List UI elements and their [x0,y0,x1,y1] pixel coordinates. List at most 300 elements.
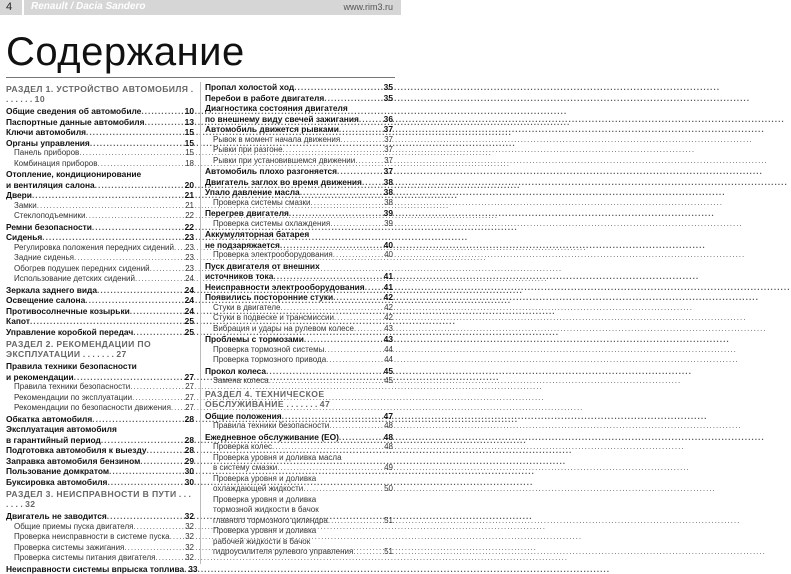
toc-entry-text: Появились посторонние стуки [205,292,333,303]
toc-section-text: РАЗДЕЛ 3. НЕИСПРАВНОСТИ В ПУТИ [6,489,177,499]
toc-entry-text: Замена колеса [213,376,269,387]
toc-entry-text: Проверка электрооборудования [213,250,333,261]
toc-leader [333,250,384,261]
toc-entry[interactable] [6,372,194,383]
toc-entry[interactable] [205,93,393,104]
toc-entry-text: Проверка системы зажигания [14,543,124,554]
toc-page-number: 37 [384,145,393,156]
toc-leader [289,208,384,219]
toc-subentry[interactable] [205,355,393,366]
toc-leader: . . . . . . . [284,399,320,409]
toc-page-number: 23 [185,232,194,243]
toc-page-number: 21 [185,190,194,201]
toc-subentry[interactable] [6,264,194,275]
toc-leader [339,124,384,135]
toc-leader [85,295,184,306]
toc-subentry[interactable] [205,376,393,387]
toc-leader [95,180,185,191]
toc-entry-text: по внешнему виду свечей зажигания [205,114,359,125]
toc-page-number: 43 [384,324,393,335]
toc-section-heading [205,389,393,409]
toc-subentry[interactable] [205,145,393,156]
toc-entry[interactable] [205,114,393,125]
toc-entry[interactable] [6,232,194,243]
toc-entry-text: Зеркала заднего вида [6,285,97,296]
toc-entry-text: Буксировка автомобиля [6,477,107,488]
toc-entry-text: Ремни безопасности [6,222,92,233]
toc-entry[interactable] [6,295,194,306]
toc-column-left [6,82,194,574]
toc-leader [266,366,384,377]
toc-section-text: РАЗДЕЛ 1. УСТРОЙСТВО АВТОМОБИЛЯ [6,84,188,94]
toc-section-heading [6,489,194,509]
toc-entry-text: главного тормозного цилиндра [213,516,328,527]
toc-subentry[interactable] [6,253,194,264]
toc-leader [101,435,185,446]
toc-leader [353,547,384,558]
toc-page-number: 42 [384,292,393,303]
toc-entry[interactable] [6,117,194,128]
toc-entry[interactable] [205,208,393,219]
toc-entry-text: Проверка тормозной системы [213,345,324,356]
toc-page-number: 21 [185,201,194,212]
toc-entry-text: Проверка уровня и доливка [213,495,316,504]
toc-entry-text: Стеклоподъемники [14,211,86,222]
toc-entry-text: Пропал холостой ход [205,82,294,93]
toc-entry-text: Проверка тормозного привода [213,355,326,366]
toc-entry[interactable] [205,229,393,240]
toc-section-text: РАЗДЕЛ 4. ТЕХНИЧЕСКОЕ ОБСЛУЖИВАНИЕ [205,389,325,409]
toc-subentry[interactable] [6,522,194,533]
toc-entry-text: Ключи автомобиля [6,127,86,138]
toc-leader [280,240,384,251]
toc-subentry[interactable] [6,243,194,254]
toc-leader: . . . . . . . [6,84,193,104]
toc-page-number: 25 [185,327,194,338]
toc-entry-text: и вентиляция салона [6,180,95,191]
toc-subentry[interactable] [6,201,194,212]
toc-leader [42,232,184,243]
toc-entry[interactable] [6,414,194,425]
toc-page-number: 38 [384,187,393,198]
toc-entry[interactable] [6,106,194,117]
toc-page-number: 24 [185,295,194,306]
toc-entry-text: Общие сведения об автомобиле [6,106,141,117]
toc-page-number: 48 [384,432,393,443]
book-title: Renault / Dacia Sandero [31,1,145,12]
toc-entry[interactable] [205,292,393,303]
toc-entry[interactable] [205,166,393,177]
toc-entry-text: Рывки при установившемся движении [213,156,355,167]
toc-subentry[interactable] [205,313,393,324]
toc-page-number: 30 [185,477,194,488]
title-rule [6,77,395,78]
toc-subentry[interactable] [205,156,393,167]
toc-leader [330,219,384,230]
toc-leader [124,543,185,554]
toc-leader [324,93,383,104]
toc-subentry[interactable] [205,135,393,146]
toc-entry-text: Обкатка автомобиля [6,414,92,425]
toc-page-number: 28 [185,445,194,456]
toc-subentry[interactable] [205,516,393,527]
toc-leader [359,114,384,125]
toc-page-number: 23 [185,264,194,275]
toc-entry[interactable] [6,127,194,138]
toc-entry[interactable] [205,432,393,443]
toc-page-number: 40 [384,250,393,261]
toc-page-number: 36 [384,114,393,125]
toc-entry[interactable] [6,466,194,477]
toc-entry-text: тормозной жидкости в бачок [213,505,319,514]
toc-leader [86,127,185,138]
toc-entry-text: Правила техники безопасности [213,421,329,432]
toc-page-number: 23 [185,253,194,264]
toc-page-number: 23 [185,243,194,254]
toc-leader [133,327,184,338]
toc-entry-text: Пуск двигателя от внешних [205,261,320,271]
toc-section-heading [6,84,194,104]
toc-page-number: 32 [185,532,194,543]
toc-leader [280,303,384,314]
toc-page-number: 38 [384,198,393,209]
toc-leader: . . . . . . . [6,489,191,509]
toc-entry[interactable] [205,240,393,251]
toc-page-number: 24 [185,306,194,317]
toc-entry-text: Отопление, кондиционирование [6,169,141,179]
toc-leader [74,253,185,264]
toc-subentry[interactable] [6,148,194,159]
toc-entry[interactable] [6,361,194,372]
toc-leader [37,201,185,212]
toc-page-number: 39 [384,208,393,219]
toc-subentry[interactable] [6,274,194,285]
toc-entry-text: Общие приемы пуска двигателя [14,522,133,533]
toc-leader [107,477,184,488]
toc-entry-text: Органы управления [6,138,90,149]
toc-leader [269,376,384,387]
toc-subentry[interactable] [205,198,393,209]
toc-page-number: 44 [384,345,393,356]
toc-entry-text: Панель приборов [14,148,79,159]
toc-entry-text: Стуки в подвеске и трансмиссии [213,313,334,324]
toc-page-number: 41 [384,271,393,282]
header-separator [22,0,24,15]
toc-leader [170,532,185,543]
toc-entry[interactable] [205,103,393,114]
toc-page-number: 51 [384,516,393,527]
toc-entry-text: Перебои в работе двигателя [205,93,324,104]
toc-leader [107,511,185,522]
toc-subentry[interactable] [205,474,393,485]
toc-page-number: 42 [384,303,393,314]
toc-entry-text: Аккумуляторная батарея [205,229,309,239]
toc-leader [132,393,185,404]
toc-subentry[interactable] [205,303,393,314]
toc-leader [283,145,385,156]
toc-entry-text: в систему смазки [213,463,277,474]
toc-subentry[interactable] [6,543,194,554]
toc-page-number: 44 [384,355,393,366]
toc-entry[interactable] [6,424,194,435]
toc-entry-text: источников тока [205,271,273,282]
toc-leader [32,190,185,201]
toc-section-heading [6,339,194,359]
toc-page-number: 40 [384,240,393,251]
toc-page-number: 15 [185,148,194,159]
toc-entry[interactable] [6,138,194,149]
toc-subentry[interactable] [6,403,194,414]
toc-page-number: 27 [185,403,194,414]
toc-subentry[interactable] [6,211,194,222]
toc-entry-text: Задние сиденья [14,253,74,264]
toc-entry[interactable] [6,511,194,522]
toc-leader [311,198,385,209]
toc-page-number: 27 [185,372,194,383]
toc-entry-text: не подзаряжается [205,240,280,251]
site-url: www.rim3.ru [343,2,393,12]
toc-leader [337,166,384,177]
toc-leader [362,177,384,188]
toc-page-number: 32 [185,553,194,564]
toc-entry[interactable] [6,477,194,488]
toc-entry[interactable] [6,316,194,327]
toc-page-number: 39 [384,219,393,230]
toc-leader [324,345,384,356]
toc-entry[interactable] [6,190,194,201]
toc-entry[interactable] [205,82,393,93]
toc-page-number: 27 [116,349,126,359]
toc-entry[interactable] [205,411,393,422]
toc-entry-text: гидроусилителя рулевого управления [213,547,353,558]
toc-page-number: 32 [185,543,194,554]
toc-page-number: 50 [384,484,393,495]
toc-leader [30,316,185,327]
toc-entry-text: Перегрев двигателя [205,208,289,219]
toc-entry-text: Неисправности электрооборудования [205,282,365,293]
toc-subentry[interactable] [6,553,194,564]
toc-entry-text: в гарантийный период [6,435,101,446]
toc-leader [339,432,384,443]
toc-leader [282,411,384,422]
toc-page-number: 27 [185,382,194,393]
toc-entry-text: Управление коробкой передач [6,327,133,338]
toc-entry-text: Правила техники безопасности [14,382,130,393]
toc-leader [273,271,383,282]
toc-leader [304,334,384,345]
toc-entry-text: Подготовка автомобиля к выезду [6,445,147,456]
toc-entry[interactable] [205,334,393,345]
toc-entry-text: Проверка уровня и доливка [213,526,316,535]
toc-entry-text: Замки [14,201,37,212]
toc-subentry[interactable] [205,526,393,537]
toc-leader [144,117,184,128]
toc-leader [140,456,184,467]
column-divider [200,82,201,564]
toc-entry[interactable] [205,177,393,188]
toc-leader [340,135,384,146]
toc-leader [333,292,384,303]
toc-entry[interactable] [6,435,194,446]
toc-entry-text: Капот [6,316,30,327]
toc-subentry[interactable] [205,453,393,464]
toc-entry-text: Комбинация приборов [14,159,97,170]
toc-page-number: 10 [185,106,194,117]
toc-leader [141,106,184,117]
toc-page-number: 51 [384,547,393,558]
toc-page-number: 45 [384,376,393,387]
toc-subentry[interactable] [205,537,393,548]
toc-entry-text: Сиденья [6,232,42,243]
toc-leader [303,484,384,495]
toc-leader [355,156,384,167]
toc-leader [272,442,384,453]
page-header [0,0,401,15]
toc-leader [135,274,185,285]
toc-subentry[interactable] [205,463,393,474]
toc-leader [329,421,384,432]
toc-page-number: 32 [185,522,194,533]
toc-page-number: 41 [384,282,393,293]
toc-entry-text: Освещение салона [6,295,85,306]
toc-leader [294,82,383,93]
toc-entry-text: Проверка системы питания двигателя [14,553,155,564]
toc-entry-text: Двери [6,190,32,201]
toc-page-number: 22 [185,211,194,222]
toc-page-number: 47 [320,399,330,409]
toc-leader [90,138,185,149]
toc-page-number: 24 [185,285,194,296]
toc-subentry[interactable] [205,495,393,506]
toc-leader [92,414,184,425]
toc-entry-text: Вибрация и удары на рулевом колесе [213,324,354,335]
toc-page-number: 38 [384,177,393,188]
toc-leader [334,313,384,324]
toc-entry-text: Двигатель не заводится [6,511,107,522]
toc-subentry[interactable] [6,393,194,404]
toc-page-number: 15 [185,138,194,149]
toc-entry[interactable] [6,169,194,180]
toc-entry[interactable] [205,187,393,198]
toc-entry[interactable] [6,456,194,467]
toc-entry-text: и рекомендации [6,372,74,383]
toc-entry-text: Диагностика состояния двигателя [205,103,348,113]
toc-page-number: 32 [25,499,35,509]
toc-leader [277,463,384,474]
toc-leader [171,403,185,414]
toc-page-number: 27 [185,393,194,404]
toc-entry[interactable] [6,222,194,233]
toc-page-number: 28 [185,435,194,446]
toc-page-number: 48 [384,421,393,432]
toc-entry[interactable] [6,564,194,574]
toc-entry-text: Проверка системы смазки [213,198,311,209]
toc-entry-text: Проблемы с тормозами [205,334,304,345]
toc-subentry[interactable] [205,250,393,261]
toc-entry[interactable] [6,285,194,296]
toc-page-number: 22 [185,222,194,233]
toc-entry-text: Противосолнечные козырьки [6,306,130,317]
toc-subentry[interactable] [205,219,393,230]
toc-leader [300,187,384,198]
toc-subentry[interactable] [205,484,393,495]
toc-leader [147,445,185,456]
toc-entry-text: Правила техники безопасности [6,361,137,371]
toc-leader [354,324,384,335]
toc-entry[interactable] [205,366,393,377]
toc-subentry[interactable] [205,324,393,335]
toc-leader [326,355,384,366]
toc-page-number: 37 [384,135,393,146]
toc-subentry[interactable] [6,532,194,543]
toc-entry-text: Стуки в двигателе [213,303,280,314]
toc-leader [74,372,185,383]
toc-leader [150,264,185,275]
toc-entry-text: Автомобиль движется рывками [205,124,339,135]
toc-subentry[interactable] [205,345,393,356]
toc-leader [174,243,185,254]
toc-entry-text: Рывки при разгоне [213,145,283,156]
toc-subentry[interactable] [205,547,393,558]
toc-entry-text: Проверка неисправности в системе пуска [14,532,170,543]
toc-page-number: 10 [35,94,45,104]
toc-leader: . . . . . . . [80,349,116,359]
toc-page-number: 20 [185,180,194,191]
toc-subentry[interactable] [205,421,393,432]
toc-leader [97,285,185,296]
toc-entry-text: Регулировка положения передних сидений [14,243,174,254]
toc-entry[interactable] [205,124,393,135]
toc-page-number: 13 [185,117,194,128]
toc-entry-text: Заправка автомобиля бензином [6,456,140,467]
toc-column-right [205,82,393,558]
toc-entry-text: Двигатель заглох во время движения [205,177,362,188]
toc-entry-text: Ежедневное обслуживание (ЕО) [205,432,339,443]
toc-leader [130,306,185,317]
toc-page-number: 49 [384,463,393,474]
toc-leader [79,148,185,159]
toc-leader [133,522,185,533]
toc-section-text: РАЗДЕЛ 2. РЕКОМЕНДАЦИИ ПО ЭКСПЛУАТАЦИИ [6,339,151,359]
toc-entry-text: Прокол колеса [205,366,266,377]
toc-leader [365,282,384,293]
toc-page-number: 25 [185,316,194,327]
toc-page-number: 37 [384,124,393,135]
toc-subentry[interactable] [6,382,194,393]
toc-page-number: 37 [384,156,393,167]
toc-entry[interactable] [6,445,194,456]
toc-entry[interactable] [205,271,393,282]
toc-page-number: 18 [185,159,194,170]
toc-entry-text: Проверка уровня и доливка масла [213,453,342,462]
toc-entry-text: Проверка уровня и доливка [213,474,316,483]
toc-entry[interactable] [6,180,194,191]
toc-entry[interactable] [6,306,194,317]
toc-subentry[interactable] [205,442,393,453]
toc-subentry[interactable] [6,159,194,170]
toc-leader [109,466,185,477]
toc-leader [328,516,384,527]
toc-subentry[interactable] [205,505,393,516]
toc-entry[interactable] [205,261,393,272]
toc-page-number: 35 [384,82,393,93]
toc-entry[interactable] [6,327,194,338]
toc-entry-text: Паспортные данные автомобиля [6,117,144,128]
toc-page-number: 30 [185,466,194,477]
toc-entry[interactable] [205,282,393,293]
page-title: Содержание [6,30,245,75]
toc-entry-text: Общие положения [205,411,282,422]
